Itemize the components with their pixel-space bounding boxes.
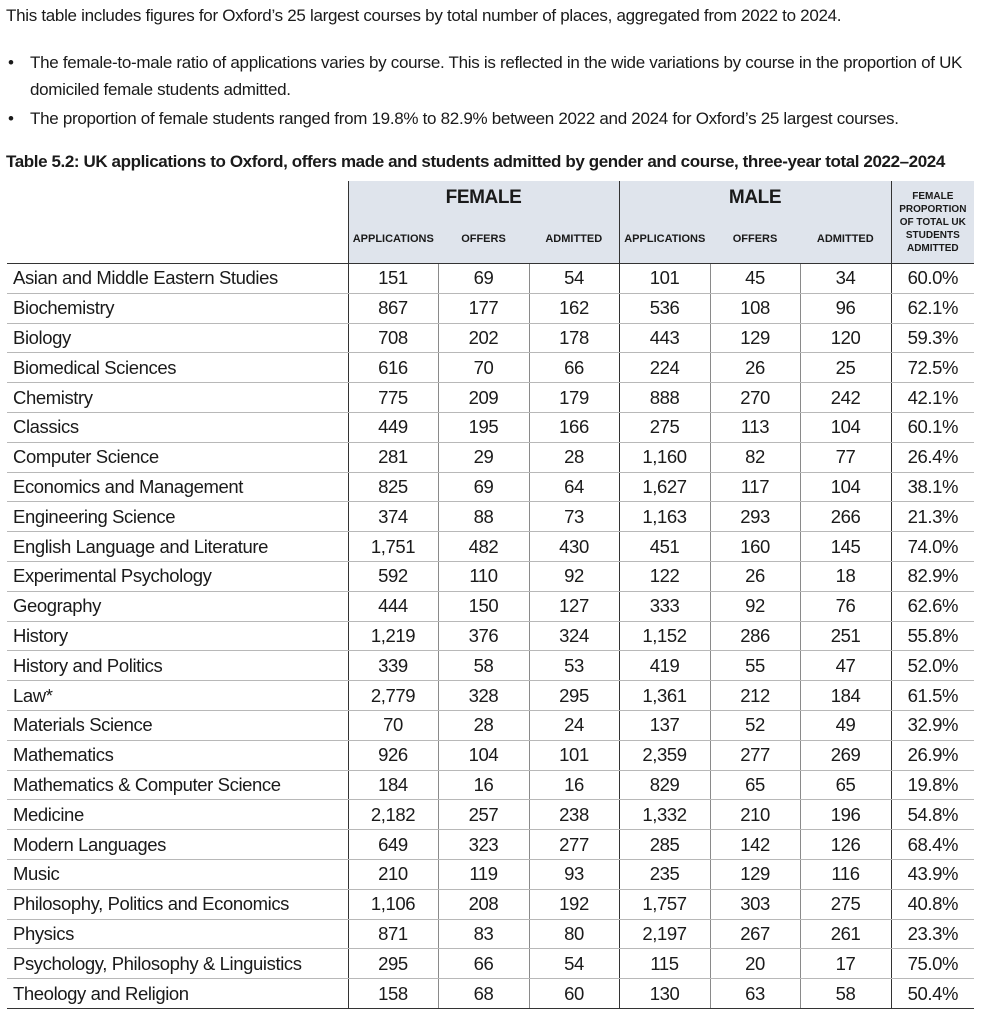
female-admitted-cell: 101: [529, 740, 619, 770]
male-applications-cell: 1,332: [619, 800, 710, 830]
female-applications-cell: 871: [348, 919, 438, 949]
female-offers-cell: 376: [438, 621, 529, 651]
female-proportion-cell: 19.8%: [891, 770, 974, 800]
male-admitted-cell: 261: [800, 919, 891, 949]
female-proportion-cell: 60.1%: [891, 412, 974, 442]
female-offers-cell: 323: [438, 830, 529, 860]
male-admitted-cell: 25: [800, 353, 891, 383]
male-admitted-cell: 77: [800, 442, 891, 472]
male-offers-cell: 267: [710, 919, 800, 949]
female-admitted-cell: 54: [529, 264, 619, 294]
male-applications-cell: 829: [619, 770, 710, 800]
bullet-list: [6, 49, 993, 132]
male-admitted-cell: 145: [800, 532, 891, 562]
female-admitted-cell: 28: [529, 442, 619, 472]
female-applications-cell: 825: [348, 472, 438, 502]
female-offers-cell: 104: [438, 740, 529, 770]
course-name-cell: Physics: [7, 919, 348, 949]
female-offers-cell: 69: [438, 472, 529, 502]
male-admitted-cell: 275: [800, 889, 891, 919]
female-admitted-cell: 324: [529, 621, 619, 651]
table-row: [7, 502, 974, 532]
male-admitted-cell: 96: [800, 293, 891, 323]
female-offers-cell: 328: [438, 681, 529, 711]
male-admitted-cell: 104: [800, 412, 891, 442]
female-offers-cell: 177: [438, 293, 529, 323]
female-proportion-cell: 26.9%: [891, 740, 974, 770]
male-applications-cell: 888: [619, 383, 710, 413]
course-name-cell: Experimental Psychology: [7, 561, 348, 591]
table-row: [7, 710, 974, 740]
course-name-cell: Music: [7, 859, 348, 889]
female-proportion-cell: 62.6%: [891, 591, 974, 621]
female-admitted-cell: 93: [529, 859, 619, 889]
table-row: [7, 561, 974, 591]
female-proportion-cell: 40.8%: [891, 889, 974, 919]
table-row: [7, 800, 974, 830]
bullet-text-line: domiciled female students admitted.: [30, 80, 291, 99]
table-title: Table 5.2: UK applications to Oxford, offers made and students admitted by gender and course, three-year total 2022–2024: [6, 152, 945, 171]
course-name-cell: Medicine: [7, 800, 348, 830]
male-admitted-cell: 18: [800, 561, 891, 591]
female-offers-cell: 150: [438, 591, 529, 621]
table-row: [7, 412, 974, 442]
female-applications-cell: 70: [348, 710, 438, 740]
female-proportion-cell: 21.3%: [891, 502, 974, 532]
female-applications-cell: 1,219: [348, 621, 438, 651]
male-applications-cell: 1,163: [619, 502, 710, 532]
male-offers-cell: 55: [710, 651, 800, 681]
female-applications-cell: 151: [348, 264, 438, 294]
female-applications-cell: 2,779: [348, 681, 438, 711]
female-offers-cell: 83: [438, 919, 529, 949]
female-applications-cell: 444: [348, 591, 438, 621]
course-name-cell: Computer Science: [7, 442, 348, 472]
female-proportion-cell: 68.4%: [891, 830, 974, 860]
female-proportion-cell: 23.3%: [891, 919, 974, 949]
table-row: [7, 859, 974, 889]
male-admitted-cell: 34: [800, 264, 891, 294]
course-name-cell: Economics and Management: [7, 472, 348, 502]
female-proportion-cell: 52.0%: [891, 651, 974, 681]
male-offers-header: OFFERS: [710, 215, 800, 264]
female-admitted-cell: 127: [529, 591, 619, 621]
table-row: [7, 293, 974, 323]
female-admitted-cell: 24: [529, 710, 619, 740]
course-name-cell: Classics: [7, 412, 348, 442]
male-applications-cell: 536: [619, 293, 710, 323]
table-row: [7, 264, 974, 294]
female-proportion-cell: 55.8%: [891, 621, 974, 651]
male-applications-cell: 275: [619, 412, 710, 442]
male-offers-cell: 52: [710, 710, 800, 740]
male-offers-cell: 26: [710, 561, 800, 591]
admissions-table: [7, 181, 974, 1009]
male-offers-cell: 212: [710, 681, 800, 711]
male-admitted-header: ADMITTED: [800, 215, 891, 264]
male-applications-cell: 419: [619, 651, 710, 681]
course-name-cell: Mathematics & Computer Science: [7, 770, 348, 800]
table-row: [7, 383, 974, 413]
intro-text: This table includes figures for Oxford’s 25 largest courses by total number of places, aggregated from 2022 to 2024.: [6, 6, 842, 25]
male-admitted-cell: 49: [800, 710, 891, 740]
male-offers-cell: 26: [710, 353, 800, 383]
bullet-item: [6, 49, 993, 103]
male-group-header: MALE: [619, 181, 891, 215]
female-proportion-header: FEMALE PROPORTION OF TOTAL UK STUDENTS ADMITTED: [891, 181, 974, 264]
female-proportion-cell: 61.5%: [891, 681, 974, 711]
bullet-dot-icon: •: [8, 109, 14, 128]
bullet-text-line: The female-to-male ratio of applications varies by course. This is reflected in the wide variations by course in the proportion of UK: [30, 53, 963, 72]
table-row: [7, 353, 974, 383]
female-offers-cell: 195: [438, 412, 529, 442]
bullet-text-line: The proportion of female students ranged from 19.8% to 82.9% between 2022 and 2024 for Oxford’s 25 largest courses.: [30, 109, 899, 128]
female-proportion-cell: 50.4%: [891, 979, 974, 1009]
male-applications-cell: 101: [619, 264, 710, 294]
female-offers-cell: 110: [438, 561, 529, 591]
male-admitted-cell: 196: [800, 800, 891, 830]
female-admitted-header: ADMITTED: [529, 215, 619, 264]
male-offers-cell: 293: [710, 502, 800, 532]
course-name-cell: Geography: [7, 591, 348, 621]
female-group-header: FEMALE: [348, 181, 619, 215]
female-offers-cell: 16: [438, 770, 529, 800]
course-name-cell: Psychology, Philosophy & Linguistics: [7, 949, 348, 979]
male-admitted-cell: 116: [800, 859, 891, 889]
female-applications-cell: 649: [348, 830, 438, 860]
female-applications-cell: 295: [348, 949, 438, 979]
male-offers-cell: 129: [710, 323, 800, 353]
course-name-cell: Biology: [7, 323, 348, 353]
female-offers-cell: 482: [438, 532, 529, 562]
female-offers-cell: 88: [438, 502, 529, 532]
female-admitted-cell: 92: [529, 561, 619, 591]
female-applications-cell: 775: [348, 383, 438, 413]
female-proportion-cell: 74.0%: [891, 532, 974, 562]
male-applications-cell: 137: [619, 710, 710, 740]
male-admitted-cell: 65: [800, 770, 891, 800]
course-name-cell: Mathematics: [7, 740, 348, 770]
table-row: [7, 681, 974, 711]
female-proportion-cell: 82.9%: [891, 561, 974, 591]
course-name-cell: History and Politics: [7, 651, 348, 681]
female-applications-cell: 374: [348, 502, 438, 532]
male-admitted-cell: 251: [800, 621, 891, 651]
male-offers-cell: 160: [710, 532, 800, 562]
female-proportion-cell: 54.8%: [891, 800, 974, 830]
female-applications-cell: 616: [348, 353, 438, 383]
female-applications-cell: 592: [348, 561, 438, 591]
male-offers-cell: 45: [710, 264, 800, 294]
female-applications-cell: 158: [348, 979, 438, 1009]
female-offers-cell: 119: [438, 859, 529, 889]
female-admitted-cell: 430: [529, 532, 619, 562]
female-offers-cell: 28: [438, 710, 529, 740]
female-admitted-cell: 80: [529, 919, 619, 949]
female-applications-cell: 867: [348, 293, 438, 323]
female-admitted-cell: 192: [529, 889, 619, 919]
male-applications-cell: 1,160: [619, 442, 710, 472]
course-name-cell: Biomedical Sciences: [7, 353, 348, 383]
male-applications-cell: 235: [619, 859, 710, 889]
table-row: [7, 532, 974, 562]
female-admitted-cell: 166: [529, 412, 619, 442]
table-row: [7, 889, 974, 919]
male-applications-cell: 2,359: [619, 740, 710, 770]
male-offers-cell: 142: [710, 830, 800, 860]
female-applications-cell: 184: [348, 770, 438, 800]
female-applications-header: APPLICATIONS: [348, 215, 438, 264]
male-offers-cell: 113: [710, 412, 800, 442]
male-admitted-cell: 184: [800, 681, 891, 711]
male-admitted-cell: 104: [800, 472, 891, 502]
female-offers-cell: 202: [438, 323, 529, 353]
female-admitted-cell: 238: [529, 800, 619, 830]
female-offers-cell: 68: [438, 979, 529, 1009]
table-row: [7, 621, 974, 651]
female-applications-cell: 281: [348, 442, 438, 472]
male-admitted-cell: 76: [800, 591, 891, 621]
male-offers-cell: 129: [710, 859, 800, 889]
female-applications-cell: 339: [348, 651, 438, 681]
female-proportion-cell: 43.9%: [891, 859, 974, 889]
female-offers-cell: 58: [438, 651, 529, 681]
table-row: [7, 830, 974, 860]
course-name-cell: Philosophy, Politics and Economics: [7, 889, 348, 919]
female-proportion-cell: 38.1%: [891, 472, 974, 502]
female-applications-cell: 1,106: [348, 889, 438, 919]
female-offers-cell: 208: [438, 889, 529, 919]
female-offers-cell: 257: [438, 800, 529, 830]
female-applications-cell: 708: [348, 323, 438, 353]
male-applications-cell: 1,361: [619, 681, 710, 711]
table-row: [7, 442, 974, 472]
female-admitted-cell: 179: [529, 383, 619, 413]
course-name-cell: Materials Science: [7, 710, 348, 740]
female-proportion-cell: 62.1%: [891, 293, 974, 323]
male-offers-cell: 63: [710, 979, 800, 1009]
male-offers-cell: 108: [710, 293, 800, 323]
female-offers-cell: 70: [438, 353, 529, 383]
table-row: [7, 323, 974, 353]
male-offers-cell: 210: [710, 800, 800, 830]
table-row: [7, 651, 974, 681]
male-applications-cell: 2,197: [619, 919, 710, 949]
female-applications-cell: 210: [348, 859, 438, 889]
female-applications-cell: 926: [348, 740, 438, 770]
male-applications-cell: 285: [619, 830, 710, 860]
male-admitted-cell: 269: [800, 740, 891, 770]
male-offers-cell: 303: [710, 889, 800, 919]
female-proportion-cell: 32.9%: [891, 710, 974, 740]
female-admitted-cell: 295: [529, 681, 619, 711]
female-admitted-cell: 73: [529, 502, 619, 532]
female-offers-cell: 29: [438, 442, 529, 472]
female-proportion-cell: 26.4%: [891, 442, 974, 472]
course-name-cell: Asian and Middle Eastern Studies: [7, 264, 348, 294]
male-admitted-cell: 120: [800, 323, 891, 353]
table-row: [7, 949, 974, 979]
male-applications-cell: 122: [619, 561, 710, 591]
female-offers-cell: 69: [438, 264, 529, 294]
female-applications-cell: 1,751: [348, 532, 438, 562]
female-admitted-cell: 64: [529, 472, 619, 502]
male-admitted-cell: 58: [800, 979, 891, 1009]
male-applications-cell: 1,627: [619, 472, 710, 502]
male-offers-cell: 270: [710, 383, 800, 413]
bullet-item: [6, 105, 993, 132]
male-offers-cell: 277: [710, 740, 800, 770]
male-offers-cell: 286: [710, 621, 800, 651]
male-offers-cell: 92: [710, 591, 800, 621]
table-row: [7, 919, 974, 949]
course-name-cell: Modern Languages: [7, 830, 348, 860]
male-admitted-cell: 126: [800, 830, 891, 860]
female-offers-header: OFFERS: [438, 215, 529, 264]
female-admitted-cell: 277: [529, 830, 619, 860]
course-name-cell: Biochemistry: [7, 293, 348, 323]
male-applications-cell: 1,757: [619, 889, 710, 919]
female-offers-cell: 66: [438, 949, 529, 979]
female-proportion-cell: 72.5%: [891, 353, 974, 383]
male-applications-cell: 443: [619, 323, 710, 353]
male-applications-cell: 451: [619, 532, 710, 562]
course-name-cell: Theology and Religion: [7, 979, 348, 1009]
female-applications-cell: 2,182: [348, 800, 438, 830]
male-applications-cell: 1,152: [619, 621, 710, 651]
male-applications-header: APPLICATIONS: [619, 215, 710, 264]
female-admitted-cell: 16: [529, 770, 619, 800]
female-proportion-cell: 59.3%: [891, 323, 974, 353]
course-header-blank: [7, 181, 348, 264]
male-offers-cell: 20: [710, 949, 800, 979]
course-name-cell: History: [7, 621, 348, 651]
female-proportion-cell: 60.0%: [891, 264, 974, 294]
male-applications-cell: 115: [619, 949, 710, 979]
header-row-groups: [7, 181, 974, 215]
male-admitted-cell: 242: [800, 383, 891, 413]
male-applications-cell: 333: [619, 591, 710, 621]
male-admitted-cell: 266: [800, 502, 891, 532]
male-admitted-cell: 47: [800, 651, 891, 681]
table-row: [7, 979, 974, 1009]
female-admitted-cell: 60: [529, 979, 619, 1009]
course-name-cell: Chemistry: [7, 383, 348, 413]
table-row: [7, 740, 974, 770]
male-offers-cell: 117: [710, 472, 800, 502]
bullet-dot-icon: •: [8, 53, 14, 72]
table-row: [7, 591, 974, 621]
female-proportion-cell: 75.0%: [891, 949, 974, 979]
male-applications-cell: 130: [619, 979, 710, 1009]
table-row: [7, 472, 974, 502]
male-offers-cell: 65: [710, 770, 800, 800]
course-name-cell: Law*: [7, 681, 348, 711]
table-row: [7, 770, 974, 800]
course-name-cell: Engineering Science: [7, 502, 348, 532]
female-admitted-cell: 53: [529, 651, 619, 681]
course-name-cell: English Language and Literature: [7, 532, 348, 562]
female-admitted-cell: 54: [529, 949, 619, 979]
female-admitted-cell: 162: [529, 293, 619, 323]
female-applications-cell: 449: [348, 412, 438, 442]
male-applications-cell: 224: [619, 353, 710, 383]
male-offers-cell: 82: [710, 442, 800, 472]
male-admitted-cell: 17: [800, 949, 891, 979]
female-admitted-cell: 66: [529, 353, 619, 383]
female-proportion-cell: 42.1%: [891, 383, 974, 413]
female-offers-cell: 209: [438, 383, 529, 413]
female-admitted-cell: 178: [529, 323, 619, 353]
